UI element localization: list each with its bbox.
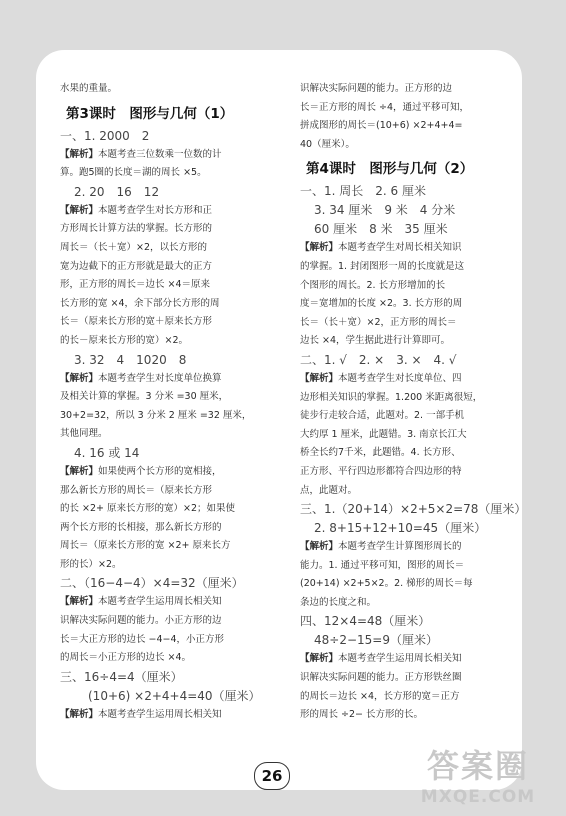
text-line: 40（厘米）。 — [300, 138, 355, 150]
text-line: 边长 ×4，学生据此进行计算即可。 — [300, 335, 451, 347]
text-line: 的周长＝小正方形的边长 ×4。 — [60, 652, 192, 664]
text-line: 条边的长度之和。 — [300, 596, 377, 608]
text-line: 桥全长约7千米，此题错。4. 长方形、 — [300, 447, 461, 459]
explanation-line — [60, 202, 280, 221]
watermark-url: MXQE.COM — [420, 787, 536, 807]
answer-line: 一、1. 2000 2 — [60, 128, 150, 143]
explanation-line — [300, 538, 512, 557]
page-number: 26 — [254, 762, 290, 790]
explanation-label: 【解析】 — [300, 653, 339, 665]
answer-page — [36, 50, 527, 790]
text-line: 长方形的宽 ×4，余下部分长方形的周 — [60, 297, 220, 309]
explanation-label: 【解析】 — [60, 465, 99, 477]
text-line: 识解决实际问题的能力。正方形的边 — [300, 83, 453, 94]
explanation-line — [60, 706, 280, 725]
answer-line: 48÷2−15=9（厘米） — [314, 633, 438, 648]
answer-line: 4. 16 或 14 — [74, 445, 140, 460]
text-line: 个图形的周长。2. 长方形增加的长 — [300, 279, 446, 291]
text-line: 大约厚 1 厘米，此题错。3. 南京长江大 — [300, 428, 467, 440]
text-line: 那么新长方形的周长＝（原来长方形 — [60, 484, 213, 496]
text-line: 形的长）×2。 — [60, 558, 122, 570]
explanation-label: 【解析】 — [300, 242, 339, 254]
explanation-line — [300, 370, 512, 389]
text-line: 周长＝（长＋宽）×2，以长方形的 — [60, 241, 208, 253]
text-line: 拼成图形的周长＝(10+6) ×2+4+4= — [300, 120, 463, 132]
text-line: 的长－原来长方形的宽）×2。 — [60, 334, 189, 346]
text-line: 识解决实际问题的能力。正方形铁丝圈 — [300, 672, 462, 684]
text-line: 长＝（原来长方形的宽＋原来长方形 — [60, 316, 213, 328]
answer-line: (10+6) ×2+4+4=40（厘米） — [88, 688, 261, 703]
explanation-text: 本题考查学生对长方形和正 — [98, 204, 213, 216]
answer-line: 二、1. √ 2. × 3. × 4. √ — [300, 352, 457, 367]
explanation-text: 本题考查学生对长度单位换算 — [98, 372, 222, 384]
answer-line: 60 厘米 8 米 35 厘米 — [314, 222, 448, 237]
text-line: 长＝（长＋宽）×2，正方形的周长＝ — [300, 316, 457, 328]
explanation-text: 本题考查学生运用周长相关知 — [98, 708, 222, 720]
explanation-text: 本题考查学生对周长相关知识 — [338, 242, 462, 254]
explanation-label: 【解析】 — [60, 708, 99, 720]
explanation-label: 【解析】 — [60, 372, 99, 384]
text-line: 长＝正方形的周长 ÷4，通过平移可知， — [300, 101, 470, 113]
text-line: 周长＝（原来长方形的宽 ×2+ 原来长方 — [60, 540, 231, 552]
explanation-text: 本题考查学生对长度单位、四 — [338, 372, 462, 384]
text-line: 及相关计算的掌握。3 分米 =30 厘米， — [60, 391, 229, 403]
answer-line: 三、1.（20+14）×2+5×2=78（厘米） — [300, 502, 527, 517]
explanation-label: 【解析】 — [60, 204, 99, 216]
explanation-text: 本题考查学生计算图形周长的 — [338, 541, 462, 553]
explanation-line — [300, 650, 512, 669]
text-line: 边形相关知识的掌握。1.200 米距离很短， — [300, 391, 483, 403]
watermark-logo — [398, 746, 558, 812]
explanation-text: 本题考查学生运用周长相关知 — [338, 653, 462, 665]
text-line: 度＝宽增加的长度 ×2。3. 长方形的周 — [300, 298, 463, 310]
answer-line: 3. 32 4 1020 8 — [74, 352, 187, 367]
explanation-label: 【解析】 — [300, 541, 339, 553]
text-line: 宽为边截下的正方形就是最大的正方 — [60, 260, 213, 272]
text-line: (20+14) ×2+5×2。2. 梯形的周长＝每 — [300, 578, 473, 590]
answer-line: 3. 34 厘米 9 米 4 分米 — [314, 203, 456, 218]
answer-line: 四、12×4=48（厘米） — [300, 614, 431, 629]
answer-line: 二、（16−4−4）×4=32（厘米） — [60, 576, 244, 591]
text-line: 的掌握。1. 封闭图形一周的长度就是这 — [300, 260, 465, 272]
explanation-label: 【解析】 — [60, 596, 99, 608]
text-line: 水果的重量。 — [60, 83, 118, 94]
text-line: 的长 ×2+ 原来长方形的宽）×2；如果使 — [60, 503, 236, 515]
explanation-text: 本题考查三位数乘一位数的计 — [98, 148, 222, 160]
explanation-line — [300, 239, 512, 258]
text-line: 点，此题对。 — [300, 484, 358, 496]
left-column — [60, 80, 280, 724]
text-line: 算。跑5圈的长度＝湖的周长 ×5。 — [60, 167, 207, 179]
text-line: 能力。1. 通过平移可知，图形的周长＝ — [300, 559, 465, 571]
text-line: 两个长方形的长相接，那么新长方形的 — [60, 521, 222, 533]
text-line: 识解决实际问题的能力。小正方形的边 — [60, 615, 222, 627]
lesson-title: 第3课时 图形与几何（1） — [66, 105, 234, 122]
answer-line: 2. 20 16 12 — [74, 184, 160, 199]
explanation-label: 【解析】 — [300, 372, 339, 384]
text-line: 的周长＝边长 ×4，长方形的宽＝正方 — [300, 690, 460, 702]
answer-line: 三、16÷4=4（厘米） — [60, 669, 183, 684]
answer-line: 2. 8+15+12+10=45（厘米） — [314, 521, 487, 536]
text-line: 30+2=32，所以 3 分米 2 厘米 =32 厘米， — [60, 409, 252, 421]
text-line: 形的周长 ÷2− 长方形的长。 — [300, 709, 424, 721]
text-line: 徒步行走较合适，此题对。2. 一部手机 — [300, 410, 465, 422]
explanation-label: 【解析】 — [60, 148, 99, 160]
text-line: 正方形、平行四边形都符合四边形的特 — [300, 465, 462, 477]
text-line: 长＝大正方形的边长 −4−4，小正方形 — [60, 633, 225, 645]
explanation-text: 本题考查学生运用周长相关知 — [98, 596, 222, 608]
lesson-title: 第4课时 图形与几何（2） — [306, 161, 474, 178]
explanation-line — [60, 370, 280, 389]
text-line: 形，正方形的周长＝边长 ×4＝原来 — [60, 279, 211, 291]
text-line: 方形周长计算方法的掌握。长方形的 — [60, 223, 213, 235]
explanation-line — [60, 463, 280, 482]
explanation-line — [60, 593, 280, 612]
right-column — [300, 80, 527, 725]
answer-line: 一、1. 周长 2. 6 厘米 — [300, 184, 426, 199]
explanation-text: 如果使两个长方形的宽相接， — [98, 465, 222, 477]
text-line: 其他同理。 — [60, 428, 108, 440]
explanation-line — [60, 146, 280, 165]
watermark-chinese: 答案圈 — [426, 747, 529, 785]
